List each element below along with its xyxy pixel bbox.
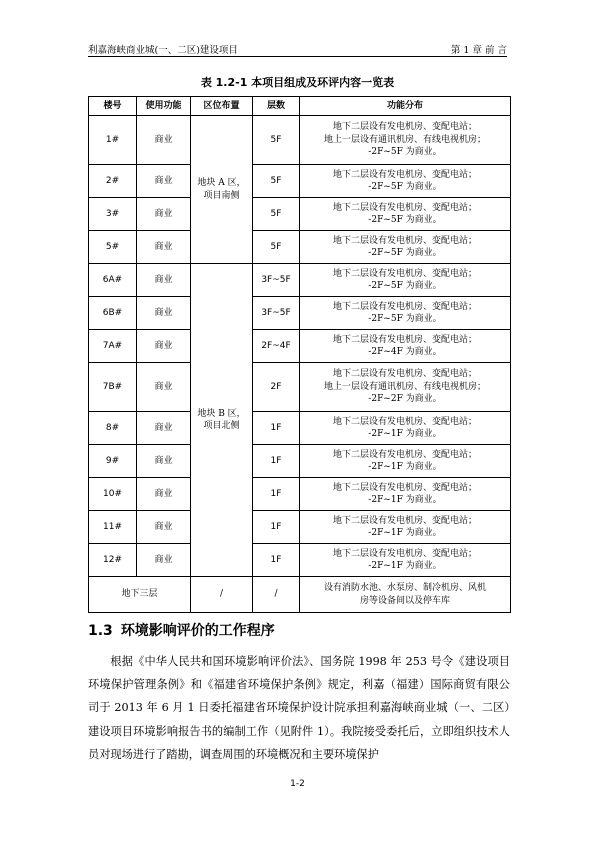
function-line: 地下二层设有发电机房、变配电站； xyxy=(332,235,477,246)
cell-basement-zone: / xyxy=(191,577,253,613)
zone-line: 项目南侧 xyxy=(203,190,240,201)
col-header-use: 使用功能 xyxy=(137,97,191,116)
table-row xyxy=(89,198,511,231)
col-header-function: 功能分布 xyxy=(300,97,511,116)
header-project-title: 利嘉海峡商业城(一、二区)建设项目 xyxy=(88,45,238,56)
cell-function xyxy=(300,363,511,412)
cell-building-id: 2# xyxy=(89,165,137,198)
table-row xyxy=(89,478,511,511)
cell-building-id: 8# xyxy=(89,412,137,445)
function-line: 地下二层设有发电机房、变配电站； xyxy=(332,416,477,427)
function-line: -2F~1F 为商业。 xyxy=(368,495,442,505)
cell-function xyxy=(300,511,511,544)
cell-building-id: 11# xyxy=(89,511,137,544)
cell-function xyxy=(300,478,511,511)
table-caption: 表 1.2-1 本项目组成及环评内容一览表 xyxy=(200,76,395,89)
cell-building-id: 10# xyxy=(89,478,137,511)
cell-floors: 5F xyxy=(253,231,300,264)
cell-floors: 3F~5F xyxy=(253,297,300,330)
function-line: -2F~5F 为商业。 xyxy=(368,147,442,158)
cell-zone xyxy=(191,264,253,577)
cell-floors: 5F xyxy=(253,116,300,165)
col-header-building: 楼号 xyxy=(89,97,137,116)
function-line: 地下二层设有发电机房、变配电站； xyxy=(332,482,477,493)
cell-use: 商业 xyxy=(137,165,191,198)
table-row xyxy=(89,511,511,544)
cell-building-id: 5# xyxy=(89,231,137,264)
cell-function xyxy=(300,198,511,231)
table-row xyxy=(89,445,511,478)
cell-basement-function xyxy=(300,577,511,613)
project-composition-table xyxy=(88,96,511,613)
function-line: -2F~1F 为商业。 xyxy=(368,561,442,571)
function-line: 地下二层设有发电机房、变配电站； xyxy=(332,334,477,345)
table-row xyxy=(89,412,511,445)
function-line: 设有消防水池、水泵房、制冷机房、风机 xyxy=(323,583,486,593)
cell-floors: 5F xyxy=(253,165,300,198)
cell-function xyxy=(300,412,511,445)
cell-use: 商业 xyxy=(137,412,191,445)
cell-basement-floors: / xyxy=(253,577,300,613)
cell-function xyxy=(300,297,511,330)
table-row xyxy=(89,330,511,363)
cell-use: 商业 xyxy=(137,264,191,297)
function-line: 地下二层设有发电机房、变配电站； xyxy=(332,122,477,133)
cell-building-id: 12# xyxy=(89,544,137,577)
table-row xyxy=(89,165,511,198)
cell-function xyxy=(300,330,511,363)
cell-use: 商业 xyxy=(137,231,191,264)
function-line: 地上一层设有通讯机房、有线电视机房； xyxy=(323,134,486,145)
function-line: -2F~5F 为商业。 xyxy=(368,314,442,324)
function-line: -2F~5F 为商业。 xyxy=(368,281,442,291)
cell-floors: 3F~5F xyxy=(253,264,300,297)
section-heading xyxy=(88,620,275,640)
zone-line: 项目北侧 xyxy=(203,421,240,431)
table-row xyxy=(89,363,511,412)
cell-use: 商业 xyxy=(137,478,191,511)
function-line: 地下二层设有发电机房、变配电站； xyxy=(332,301,477,312)
cell-function xyxy=(300,165,511,198)
cell-building-id: 3# xyxy=(89,198,137,231)
function-line: -2F~1F 为商业。 xyxy=(368,429,442,439)
cell-use: 商业 xyxy=(137,198,191,231)
function-line: 地下二层设有发电机房、变配电站； xyxy=(332,202,477,213)
cell-use: 商业 xyxy=(137,363,191,412)
cell-basement-name: 地下三层 xyxy=(89,577,191,613)
table-row xyxy=(89,297,511,330)
cell-use: 商业 xyxy=(137,445,191,478)
function-line: -2F~2F 为商业。 xyxy=(368,394,442,405)
cell-function xyxy=(300,116,511,165)
cell-floors: 1F xyxy=(253,445,300,478)
function-line: 地下二层设有发电机房、变配电站； xyxy=(332,548,477,559)
cell-function xyxy=(300,231,511,264)
cell-use: 商业 xyxy=(137,330,191,363)
cell-floors: 2F~4F xyxy=(253,330,300,363)
table-row xyxy=(89,544,511,577)
cell-floors: 5F xyxy=(253,198,300,231)
cell-function xyxy=(300,264,511,297)
cell-floors: 1F xyxy=(253,478,300,511)
cell-function xyxy=(300,445,511,478)
cell-zone xyxy=(191,116,253,264)
page-number: 1-2 xyxy=(290,779,305,789)
function-line: 房等设备间以及停车库 xyxy=(359,595,450,606)
function-line: 地下二层设有发电机房、变配电站； xyxy=(332,449,477,460)
cell-building-id: 7B# xyxy=(89,363,137,412)
cell-use: 商业 xyxy=(137,116,191,165)
col-header-zone: 区位布置 xyxy=(191,97,253,116)
cell-floors: 1F xyxy=(253,412,300,445)
cell-building-id: 6B# xyxy=(89,297,137,330)
function-line: 地下二层设有发电机房、变配电站； xyxy=(332,369,477,380)
cell-building-id: 9# xyxy=(89,445,137,478)
table-row xyxy=(89,116,511,165)
cell-use: 商业 xyxy=(137,297,191,330)
cell-building-id: 1# xyxy=(89,116,137,165)
function-line: -2F~1F 为商业。 xyxy=(368,528,442,538)
zone-line: 地块 B 区， xyxy=(197,408,246,419)
cell-building-id: 7A# xyxy=(89,330,137,363)
function-line: -2F~1F 为商业。 xyxy=(368,462,442,472)
section-number: 1.3 xyxy=(88,623,113,639)
function-line: -2F~5F 为商业。 xyxy=(368,248,442,258)
cell-use: 商业 xyxy=(137,544,191,577)
header-chapter: 第 1 章 前 言 xyxy=(450,45,507,56)
cell-floors: 2F xyxy=(253,363,300,412)
function-line: 地下二层设有发电机房、变配电站； xyxy=(332,515,477,526)
cell-function xyxy=(300,544,511,577)
section-title: 环境影响评价的工作程序 xyxy=(120,623,275,639)
function-line: 地下二层设有发电机房、变配电站； xyxy=(332,169,477,180)
col-header-floors: 层数 xyxy=(253,97,300,116)
cell-use: 商业 xyxy=(137,511,191,544)
function-line: -2F~5F 为商业。 xyxy=(368,182,442,192)
function-line: 地上一层设有通讯机房、有线电视机房； xyxy=(323,381,486,392)
table-header-row xyxy=(89,97,511,116)
table-row-basement xyxy=(89,577,511,613)
table-row xyxy=(89,231,511,264)
zone-line: 地块 A 区， xyxy=(197,178,246,188)
cell-floors: 1F xyxy=(253,544,300,577)
function-line: -2F~4F 为商业。 xyxy=(368,347,442,357)
cell-building-id: 6A# xyxy=(89,264,137,297)
cell-floors: 1F xyxy=(253,511,300,544)
page-header xyxy=(88,38,507,57)
function-line: 地下二层设有发电机房、变配电站； xyxy=(332,268,477,279)
table-row xyxy=(89,264,511,297)
section-paragraph: 根据《中华人民共和国环境影响评价法》、国务院 1998 年 253 号令《建设项目环境保护管理条例》和《福建省环境保护条例》规定，利嘉（福建）国际商贸有限公司于 2013 年 6 月 1 日委托福建省环境保护设计院承担利嘉海峡商业城（一、二区）建设项目环境影响报告书的编制工作（见附件 1）。我院接受委托后，立即组织技术人员对现场进行了踏勘，调查周围的环境概况和主要环境保护 xyxy=(88,655,510,761)
function-line: -2F~5F 为商业。 xyxy=(368,215,442,225)
